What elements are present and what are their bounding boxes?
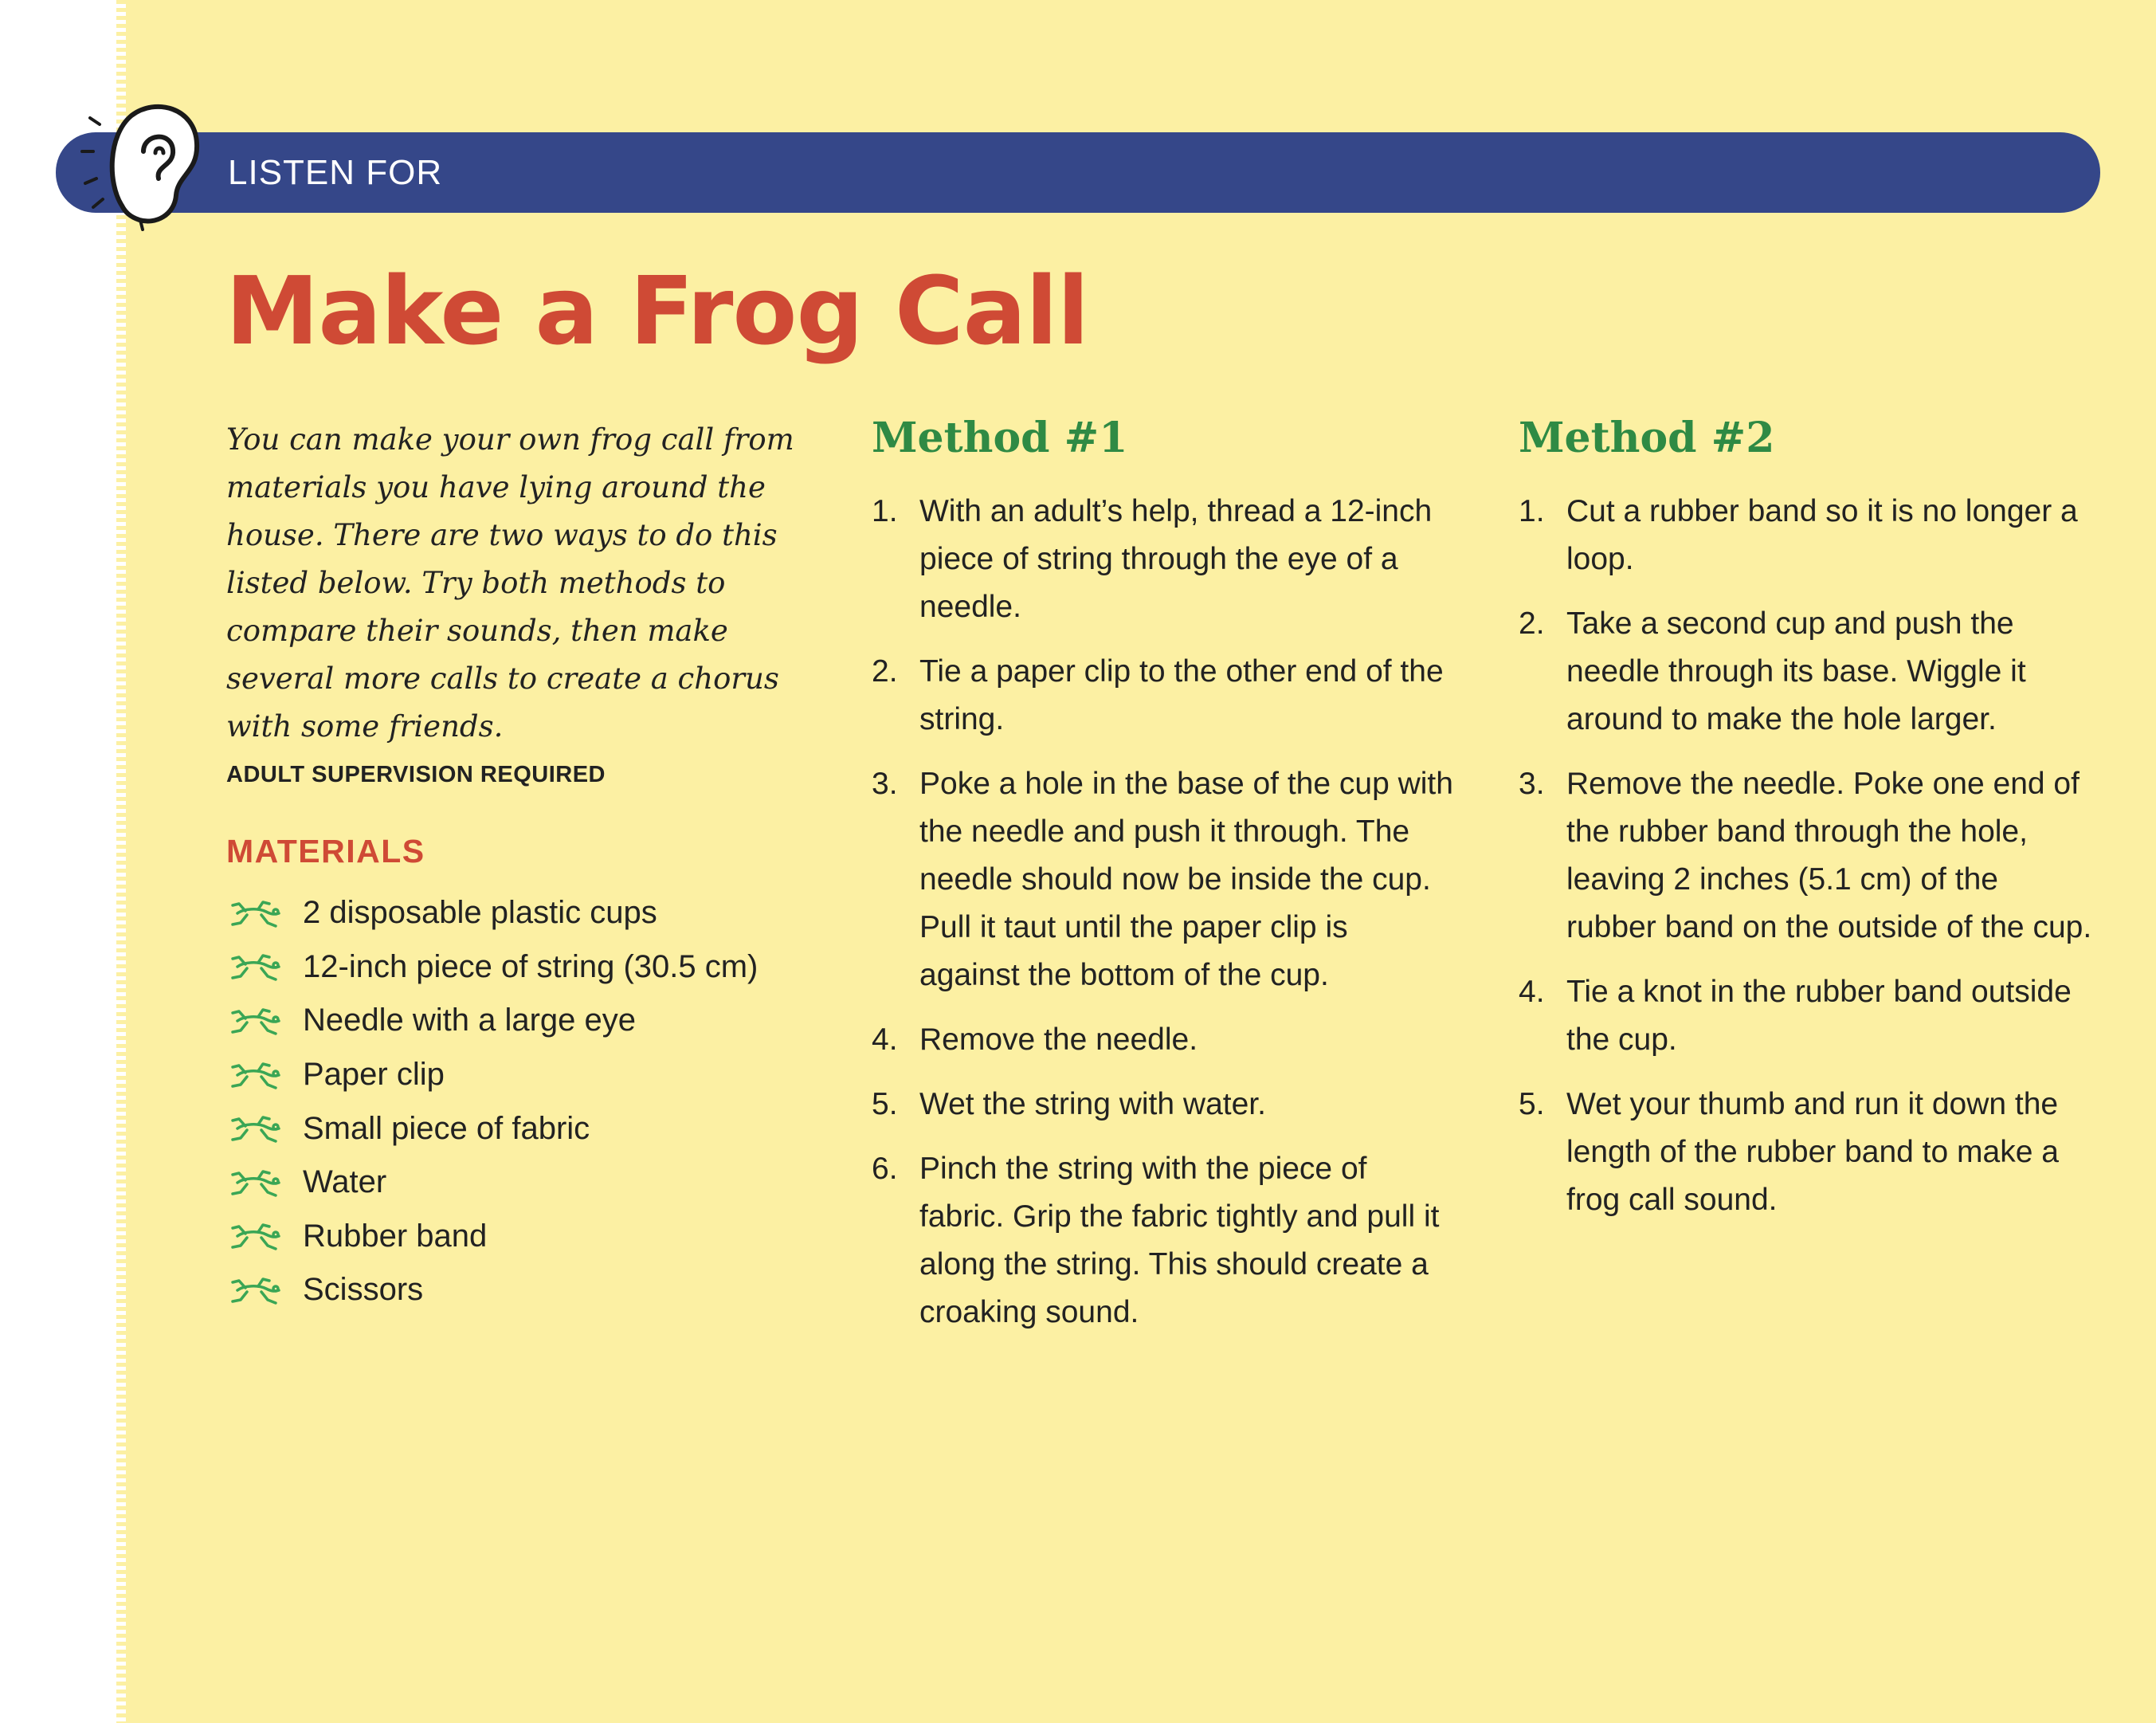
step-number: 4. [1519,975,1545,1009]
step-text: Tie a knot in the rubber band outside the cup. [1566,975,2072,1057]
materials-item [226,1101,758,1156]
page-title: Make a Frog Call [225,256,1089,366]
step-number: 5. [872,1087,898,1121]
step-number: 2. [872,654,898,689]
materials-item [226,886,758,940]
materials-item [226,1156,758,1210]
materials-item [226,940,758,995]
step-text: Tie a paper clip to the other end of the string. [919,654,1444,736]
banner-label: LISTEN FOR [228,153,443,192]
method-2-step [1519,968,2092,1064]
material-label: Small piece of fabric [303,1110,590,1146]
material-label: Paper clip [303,1057,445,1093]
material-label: Water [303,1164,387,1200]
material-label: Scissors [303,1272,424,1308]
method-1-step [872,760,1453,999]
material-label: Needle with a large eye [303,1003,637,1038]
step-number: 1. [872,494,898,528]
step-text: Cut a rubber band so it is no longer a loop. [1566,494,2078,576]
materials-item [226,1263,758,1317]
method-1-step [872,488,1453,631]
frog-icon [226,1167,285,1199]
method-2-step [1519,600,2092,744]
method-1-step [872,1081,1453,1128]
step-text: Remove the needle. Poke one end of the rubber band through the hole, leaving 2 inches (5.1 cm) of the rubber band on the outside of the cup. [1566,767,2092,944]
frog-icon [226,1220,285,1252]
step-text: Take a second cup and push the needle through its base. Wiggle it around to make the hole larger. [1566,606,2026,736]
page-edge [116,0,126,1723]
step-number: 1. [1519,494,1545,528]
supervision-note: ADULT SUPERVISION REQUIRED [226,762,606,787]
step-number: 4. [872,1022,898,1057]
materials-heading: MATERIALS [226,833,425,869]
method-2-steps [1519,488,2092,1241]
method-2-heading: Method #2 [1519,414,1775,462]
frog-icon [226,1005,285,1037]
step-text: Wet the string with water. [919,1087,1266,1121]
method-2-step [1519,760,2092,952]
method-2-step [1519,1081,2092,1224]
frog-icon [226,1059,285,1091]
method-1-step [872,1016,1453,1064]
frog-icon [226,1274,285,1306]
step-text: Poke a hole in the base of the cup with the needle and push it through. The needle should now be inside the cup. Pull it taut until the paper clip is against the bottom of the cup. [919,767,1453,992]
material-label: 12-inch piece of string (30.5 cm) [303,948,759,984]
step-number: 3. [1519,767,1545,801]
step-text: Pinch the string with the piece of fabric. Grip the fabric tightly and pull it along the string. This should create a croaking sound. [919,1152,1440,1329]
step-number: 5. [1519,1087,1545,1121]
materials-item [226,994,758,1048]
materials-list [226,886,758,1317]
materials-item [226,1210,758,1264]
materials-item [226,1048,758,1102]
method-1-steps [872,488,1453,1353]
step-text: With an adult’s help, thread a 12-inch piece of string through the eye of a needle. [919,494,1433,624]
step-text: Remove the needle. [919,1022,1198,1057]
intro-paragraph: You can make your own frog call from materials you have lying around the house. There are two ways to do this listed below. Try both methods to compare their sounds, then make several more calls to create a chorus with some friends. [226,422,794,744]
method-1-heading: Method #1 [872,414,1128,462]
frog-icon [226,951,285,983]
frog-icon [226,1113,285,1144]
method-2-step [1519,488,2092,583]
method-1-step [872,1145,1453,1336]
material-label: Rubber band [303,1218,488,1254]
material-label: 2 disposable plastic cups [303,895,657,931]
step-number: 3. [872,767,898,801]
step-number: 2. [1519,606,1545,641]
method-1-step [872,648,1453,744]
step-number: 6. [872,1152,898,1186]
step-text: Wet your thumb and run it down the length of the rubber band to make a frog call sound. [1566,1087,2059,1217]
ear-icon [76,96,211,235]
frog-icon [226,897,285,929]
